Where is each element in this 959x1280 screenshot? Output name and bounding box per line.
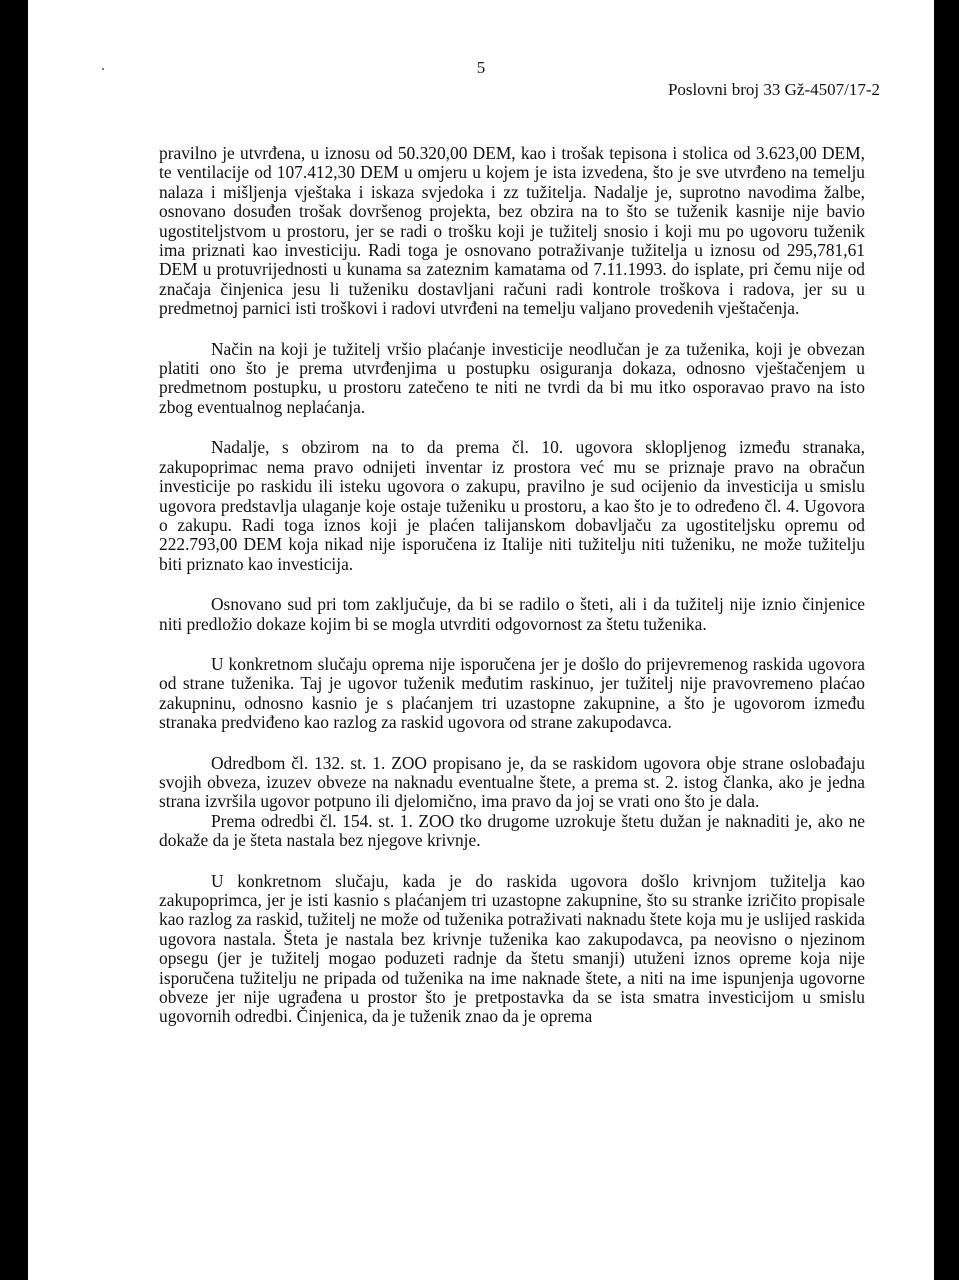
paragraph-3: Nadalje, s obzirom na to da prema čl. 10. ugovora sklopljenog između stranaka, zakupoprimac nema pravo odnijeti inventar iz prostora već mu se priznaje pravo na obračun investicije po raskidu ili isteku ugovora o zakupu, pravilno je sud ocijenio da investicija u smislu ugovora predstavlja ulaganje koje ostaje tuženiku u prostoru, a kao što je to određeno čl. 4. Ugovora o zakupu. Radi toga iznos koji je plaćen talijanskom dobavljaču za ugostiteljsku opremu od 222.793,00 DEM koja nikad nije isporučena iz Italije niti tužitelju niti tuženiku, ne može tužitelju biti priznato kao investicija.	[159, 437, 865, 574]
paragraph-5: U konkretnom slučaju oprema nije isporučena jer je došlo do prijevremenog raskida ugovora od strane tuženika. Taj je ugovor tuženik međutim raskinuo, jer tužitelj nije pravovremeno plaćao zakupninu, odnosno kasnio je s plaćanjem tri uzastopne zakupnine, a što je ugovorom između stranaka predviđeno kao razlog za raskid ugovora od strane zakupodavca.	[159, 653, 865, 733]
paragraph-6: Odredbom čl. 132. st. 1. ZOO propisano je, da se raskidom ugovora obje strane oslobađaju svojih obveza, izuzev obveze na naknadu eventualne štete, a prema st. 2. istog članka, ako je jedna strana izvršila ugovor potpuno ili djelomično, ima pravo da joj se vrati ono što je dala.	[159, 752, 865, 812]
document-page	[28, 0, 934, 1280]
paragraph-8: U konkretnom slučaju, kada je do raskida ugovora došlo krivnjom tužitelja kao zakupoprimca, jer je isti kasnio s plaćanjem tri uzastopne zakupnine, što su stranke izričito propisale kao razlog za raskid, tužitelj ne može od tuženika potraživati naknadu štete koja mu je uslijed raskida ugovora nastala. Šteta je nastala bez krivnje tuženika kao zakupodavca, pa neovisno o njezinom opsegu (jer je tužitelj mogao poduzeti radnje da štetu smanji) utuženi iznos opreme koja nije isporučena tužitelju ne pripada od tuženika na ime naknade štete, a niti na ime ispunjenja ugovorne obveze jer nije ugrađena u prostor što je pretpostavka da se ista smatra investicijom u smislu ugovornih odredbi. Činjenica, da je tuženik znao da je oprema	[159, 870, 865, 1027]
case-number: Poslovni broj 33 Gž-4507/17-2	[667, 80, 880, 99]
paragraph-2: Način na koji je tužitelj vršio plaćanje investicije neodlučan je za tuženika, koji je obvezan platiti ono što je prema utvrđenjima u postupku osiguranja dokaza, odnosno vještačenjem u predmetnom postupku, u prostoru zatečeno te niti ne tvrdi da bi mu itko osporavao pravo na isto zbog eventualnog neplaćanja.	[159, 338, 865, 417]
paragraph-7: Prema odredbi čl. 154. st. 1. ZOO tko drugome uzrokuje štetu dužan je naknaditi je, ako ne dokaže da je šteta nastala bez njegove krivnje.	[159, 810, 865, 851]
document-body	[159, 144, 865, 1027]
paragraph-4: Osnovano sud pri tom zaključuje, da bi se radilo o šteti, ali i da tužitelj nije iznio činjenice niti predložio dokaze kojim bi se mogla utvrditi odgovornost za štetu tuženika.	[159, 594, 865, 634]
page-number: 5	[476, 58, 486, 77]
paragraph-1: pravilno je utvrđena, u iznosu od 50.320,00 DEM, kao i trošak tepisona i stolica od 3.623,00 DEM, te ventilacije od 107.412,30 DEM u omjeru u kojem je ista izvedena, što je sve utvrđeno na temelju nalaza i mišljenja vještaka i iskaza svjedoka i zz tužitelja. Nadalje je, suprotno navodima žalbe, osnovano dosuđen trošak dovršenog projekta, bez obzira na to što se tuženik kasnije nije bavio ugostiteljstvom u prostoru, jer se radi o trošku koji je tužitelj snosio i koji mu po ugovoru tuženik ima priznati kao investiciju. Radi toga je osnovano potraživanje tužitelja u iznosu od 295,781,61 DEM u protuvrijednosti u kunama sa zateznim kamatama od 7.11.1993. do isplate, pri čemu nije od značaja činjenica jesu li tuženiku dostavljani računi radi kontrole troškova i radova, jer su u predmetnoj parnici isti troškovi i radovi utvrđeni na temelju valjano provedenih vještačenja.	[159, 143, 865, 319]
